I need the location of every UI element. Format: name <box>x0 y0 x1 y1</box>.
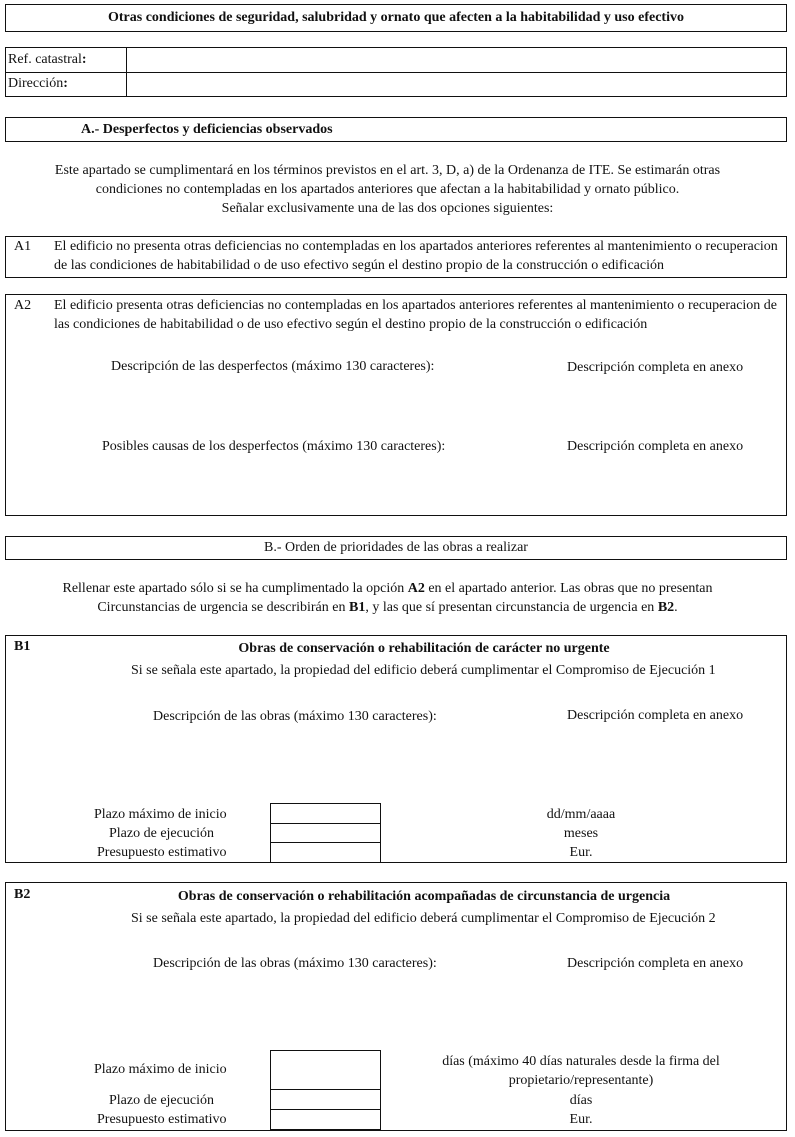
ref-catastral-label: Ref. catastral: <box>8 52 87 67</box>
option-b1-subtitle: Si se señala este apartado, la propiedad del edificio deberá cumplimentar el Compromiso de Ejecución 1 <box>131 663 716 678</box>
b2-presupuesto-unit: Eur. <box>569 1112 593 1127</box>
b1-description-label: Descripción de las obras (máximo 130 caracteres): <box>153 709 437 724</box>
section-a-title: A.- Desperfectos y deficiencias observados <box>81 122 333 137</box>
a2-causes-label: Posibles causas de los desperfectos (máximo 130 caracteres): <box>102 439 446 454</box>
section-b-intro-2: Circunstancias de urgencia se describirán en B1, y las que sí presentan circunstancia de urgencia en B2. <box>97 600 678 615</box>
option-b2-code: B2 <box>14 887 31 902</box>
section-a-header <box>5 117 787 142</box>
b2-presupuesto-label: Presupuesto estimativo <box>97 1112 227 1127</box>
option-b1[interactable] <box>5 635 787 863</box>
a2-description-field[interactable] <box>106 379 776 429</box>
b2-description-field[interactable] <box>106 976 776 1046</box>
option-b2-subtitle: Si se señala este apartado, la propiedad del edificio deberá cumplimentar el Compromiso de Ejecución 2 <box>131 911 716 926</box>
b1-plazo-ejecucion-label: Plazo de ejecución <box>109 826 214 841</box>
option-a1[interactable] <box>5 236 787 278</box>
option-a2[interactable] <box>5 294 787 516</box>
a2-description-annex: Descripción completa en anexo <box>567 360 744 375</box>
b1-description-field[interactable] <box>106 728 776 798</box>
option-a2-code: A2 <box>14 298 32 313</box>
option-a1-code: A1 <box>14 239 32 254</box>
ref-catastral-field[interactable] <box>128 49 784 71</box>
b2-description-label: Descripción de las obras (máximo 130 caracteres): <box>153 956 437 971</box>
section-a-intro-2: condiciones no contempladas en los apartados anteriores que afectan a la habitabilidad y ornato público. <box>95 182 680 197</box>
direccion-field[interactable] <box>128 74 784 95</box>
form-title: Otras condiciones de seguridad, salubridad y ornato que afecten a la habitabilidad y uso efectivo <box>108 10 684 25</box>
option-b2[interactable] <box>5 882 787 1131</box>
a2-description-label: Descripción de las desperfectos (máximo 130 caracteres): <box>111 359 435 374</box>
section-b-intro-1: Rellenar este apartado sólo si se ha cumplimentado la opción A2 en el apartado anterior. Las obras que no presentan <box>62 581 713 596</box>
b1-presupuesto-input[interactable] <box>270 842 381 863</box>
section-b-title: B.- Orden de prioridades de las obras a realizar <box>264 540 528 555</box>
b1-description-annex: Descripción completa en anexo <box>567 708 744 723</box>
section-b-header <box>5 536 787 560</box>
b2-description-annex: Descripción completa en anexo <box>567 956 744 971</box>
direccion-label: Dirección: <box>8 76 68 91</box>
option-b1-code: B1 <box>14 639 31 654</box>
b1-presupuesto-label: Presupuesto estimativo <box>97 845 227 860</box>
b1-plazo-inicio-input[interactable] <box>270 803 381 824</box>
b1-presupuesto-unit: Eur. <box>569 845 593 860</box>
b2-plazo-inicio-label: Plazo máximo de inicio <box>94 1062 227 1077</box>
option-b2-title: Obras de conservación o rehabilitación acompañadas de circunstancia de urgencia <box>177 889 671 904</box>
b2-plazo-ejecucion-label: Plazo de ejecución <box>109 1093 214 1108</box>
option-a1-line1: El edificio no presenta otras deficiencias no contempladas en los apartados anteriores referentes al mantenimiento o recuperacion <box>54 239 778 254</box>
b1-plazo-inicio-unit: dd/mm/aaaa <box>546 807 616 822</box>
b2-plazo-ejecucion-unit: días <box>569 1093 593 1108</box>
section-a-intro-1: Este apartado se cumplimentará en los términos previstos en el art. 3, D, a) de la Ordenanza de ITE. Se estimarán otras <box>54 163 721 178</box>
b2-plazo-inicio-unit-line2: propietario/representante) <box>508 1073 654 1088</box>
option-a1-line2: de las condiciones de habitabilidad o de uso efectivo según el destino propio de la construcción o edificación <box>54 258 664 273</box>
option-a2-line2: las condiciones de habitabilidad o de uso efectivo según el destino propio de la construcción o edificación <box>54 317 648 332</box>
option-b1-title: Obras de conservación o rehabilitación de carácter no urgente <box>238 641 610 656</box>
section-a-intro-3: Señalar exclusivamente una de las dos opciones siguientes: <box>221 201 554 216</box>
form-title-box <box>5 4 787 32</box>
a2-causes-annex: Descripción completa en anexo <box>567 439 744 454</box>
b1-plazo-ejecucion-unit: meses <box>563 826 599 841</box>
option-a2-line1: El edificio presenta otras deficiencias no contempladas en los apartados anteriores referentes al mantenimiento o recuperacion de <box>54 298 778 313</box>
a2-causes-field[interactable] <box>106 459 776 509</box>
b2-plazo-inicio-input[interactable] <box>270 1050 381 1090</box>
b2-plazo-ejecucion-input[interactable] <box>270 1089 381 1110</box>
b1-plazo-ejecucion-input[interactable] <box>270 823 381 843</box>
b2-presupuesto-input[interactable] <box>270 1109 381 1130</box>
b1-plazo-inicio-label: Plazo máximo de inicio <box>94 807 227 822</box>
b2-plazo-inicio-unit-line1: días (máximo 40 días naturales desde la firma del <box>442 1054 720 1069</box>
identification-table <box>5 47 787 97</box>
